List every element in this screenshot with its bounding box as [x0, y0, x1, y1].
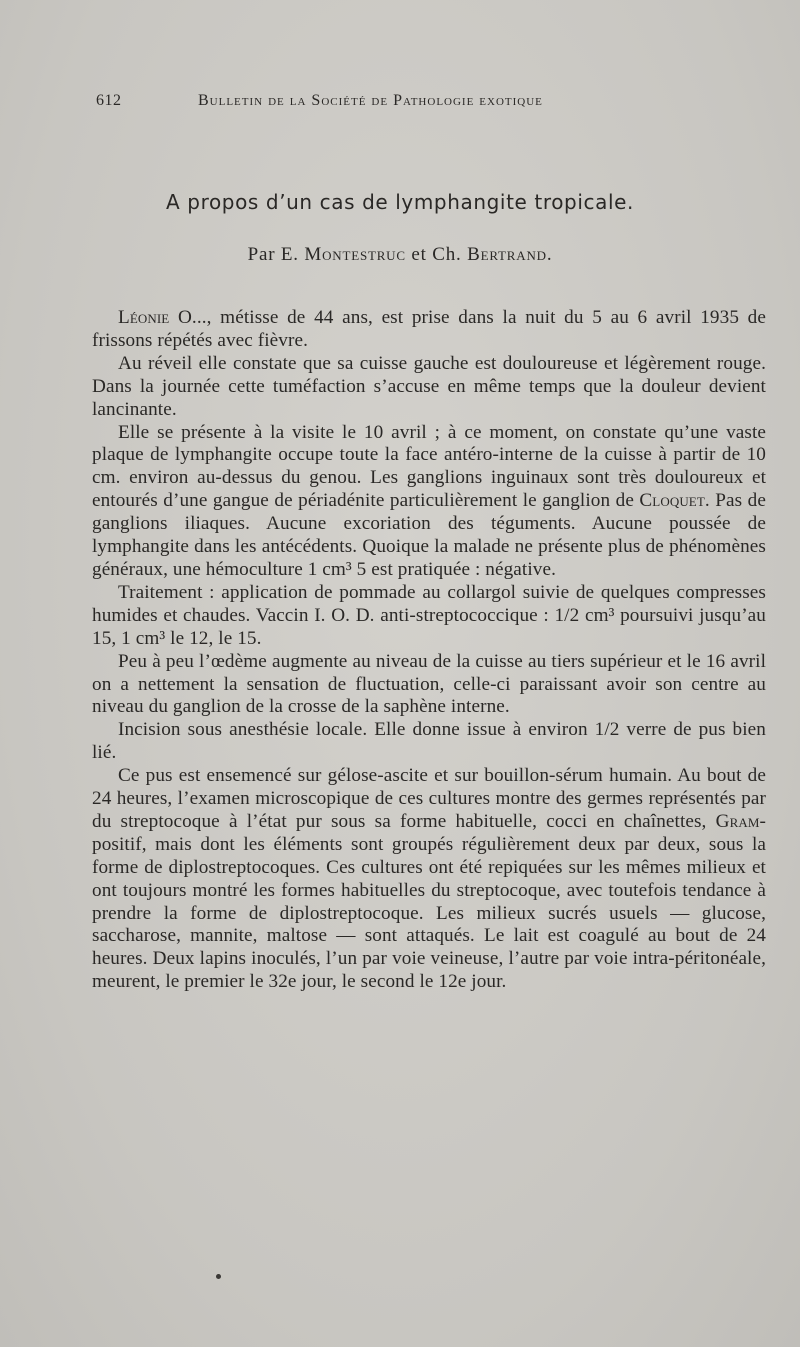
paragraph-7: [92, 765, 766, 994]
cloquet-name: Cloquet: [639, 490, 705, 512]
byline-joiner: et Ch.: [411, 244, 462, 265]
byline-end: .: [546, 244, 553, 265]
paragraph-4: Traitement : application de pommade au collargol suivie de quelques compresses humides et chaudes. Vaccin I. O. D. anti-streptococcique : 1/2 cm³ poursuivi jusqu’au 15, 1 cm³ le 12, le 15.: [92, 581, 766, 649]
gram-name: Gram: [715, 810, 760, 832]
ink-speck: [216, 1274, 221, 1279]
paragraph-3: [92, 422, 766, 582]
paragraph-5: Peu à peu l’œdème augmente au niveau de la cuisse au tiers supérieur et le 16 avril on a nettement la sensation de fluctuation, celle-ci paraissant avoir son centre au niveau du ganglion de la crosse de la saphène interne.: [92, 650, 766, 718]
paragraph-7-text-b: -positif, mais dont les éléments sont groupés régulièrement deux par deux, sous la forme de diplostreptocoques. Ces cultures ont été repiquées sur les mêmes milieux et ont toujours montré les formes habituelles du streptocoque, avec toutefois tendance à prendre la forme de diplostreptocoque. Les milieux sucrés usuels — glucose, saccharose, mannite, maltose — sont attaqués. Le lait est coagulé au bout de 24 heures. Deux lapins inoculés, l’un par voie veineuse, l’autre par voie intra-péritonéale, meurent, le premier le 32e jour, le second le 12e jour.: [92, 810, 766, 993]
author1-surname: Montestruc: [304, 244, 406, 265]
author2-surname: Bertrand: [467, 244, 547, 265]
paragraph-1: [92, 307, 766, 353]
paragraph-3-text-a: Elle se présente à la visite le 10 avril ; à ce moment, on constate qu’une vaste plaque de lymphangite occupe toute la face antéro-interne de la cuisse à partir de 10 cm. environ au-dessus du genou. Les ganglions inguinaux sont très douloureux et entourés d’une gangue de périadénite particulièrement le ganglion de: [92, 421, 766, 512]
article-body: [92, 307, 766, 994]
running-title: Bulletin de la Société de Pathologie exotique: [198, 92, 543, 109]
paragraph-7-text-a: Ce pus est ensemencé sur gélose-ascite et sur bouillon-sérum humain. Au bout de 24 heures, l’examen microscopique de ces cultures montre des germes représentés par du streptocoque à l’état pur sous sa forme habituelle, cocci en chaînettes,: [92, 765, 766, 832]
paragraph-2: Au réveil elle constate que sa cuisse gauche est douloureuse et légèrement rouge. Dans la journée cette tuméfaction s’accuse en même temps que la douleur devient lancinante.: [92, 352, 766, 420]
paragraph-1-text: O..., métisse de 44 ans, est prise dans la nuit du 5 au 6 avril 1935 de frissons répétés avec fièvre.: [92, 307, 766, 351]
article-byline: [0, 244, 800, 266]
patient-name: Léonie: [118, 307, 170, 328]
paragraph-6: Incision sous anesthésie locale. Elle donne issue à environ 1/2 verre de pus bien lié.: [92, 719, 766, 764]
page-number: 612: [96, 92, 122, 109]
article-title: A propos d’un cas de lymphangite tropicale.: [166, 190, 634, 214]
paragraph-3-text-b: . Pas de ganglions iliaques. Aucune excoriation des téguments. Aucune poussée de lymphangite dans les antécédents. Quoique la malade ne présente plus de phénomènes généraux, une hémoculture 1 cm³ 5 est pratiquée : négative.: [92, 490, 766, 580]
byline-prefix: Par E.: [247, 244, 299, 265]
